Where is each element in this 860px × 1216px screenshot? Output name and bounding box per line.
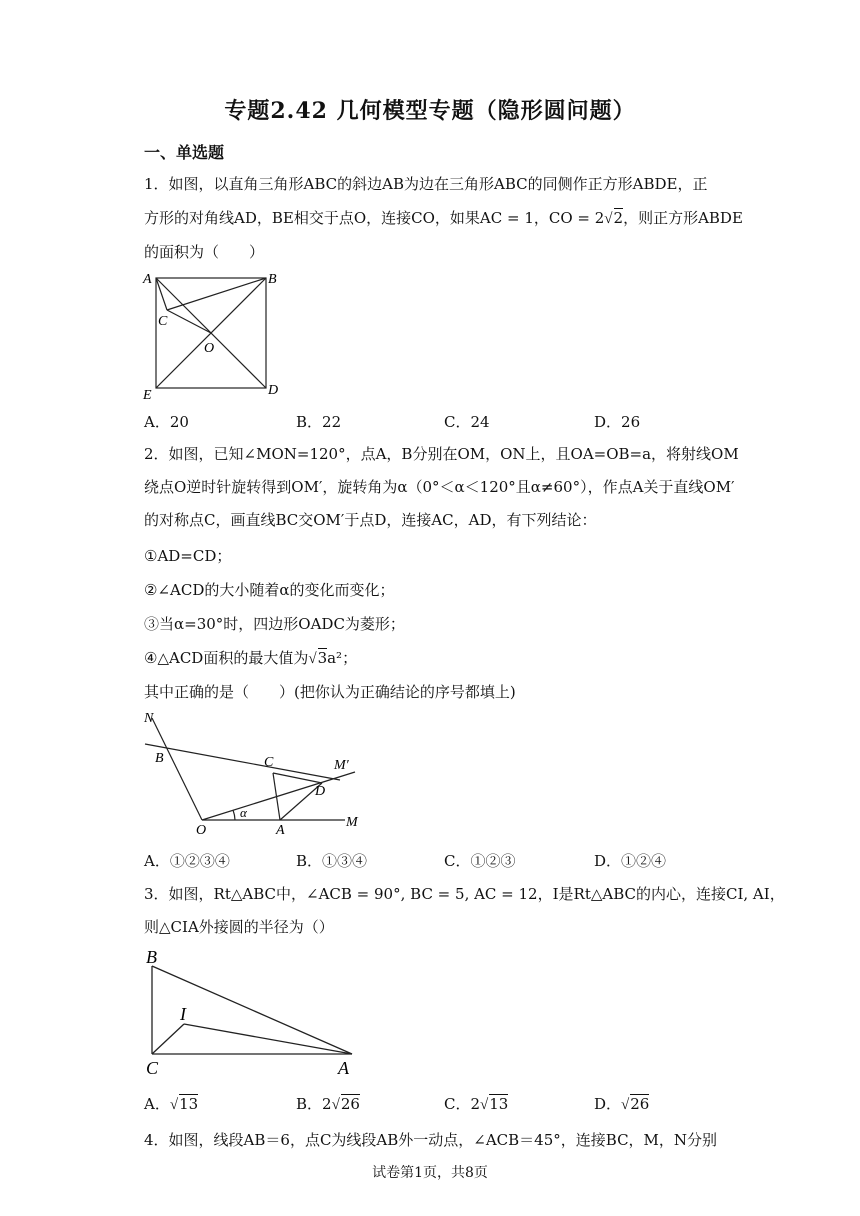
q1-text-line1: 1．如图，以直角三角形ABC的斜边AB为边在三角形ABC的同侧作正方形ABDE，正 xyxy=(144,175,708,193)
section-heading: 一、单选题 xyxy=(144,143,225,162)
q1-option-d[interactable]: D．26 xyxy=(594,413,641,431)
q3-text-line2: 则△CIA外接圆的半径为（） xyxy=(144,918,334,936)
page-title: 专题2.42 几何模型专题（隐形圆问题） xyxy=(224,98,636,124)
q3-label-c: C xyxy=(146,1058,159,1078)
q2-text-line1: 2．如图，已知∠MON=120°，点A，B分别在OM，ON上，且OA=OB=a，将射线OM xyxy=(144,445,739,463)
q1-sqrt: 2 xyxy=(613,209,624,227)
q1-option-a[interactable]: A．20 xyxy=(144,413,189,431)
q3-option-c[interactable]: C．2√13 xyxy=(444,1095,509,1113)
q2-option-c[interactable]: C．①②③ xyxy=(444,852,516,870)
q3-label-a: A xyxy=(338,1058,349,1078)
q1-line2-b: ，则正方形ABDE xyxy=(623,209,743,227)
q2-option-a[interactable]: A．①②③④ xyxy=(144,852,230,870)
q2-text-line4: 其中正确的是（ ）(把你认为正确结论的序号都填上) xyxy=(144,683,516,701)
q3-option-b[interactable]: B．2√26 xyxy=(296,1095,360,1113)
q3-label-b: B xyxy=(146,947,157,967)
q2-text-line3: 的对称点C，画直线BC交OM′于点D，连接AC，AD，有下列结论： xyxy=(144,511,597,529)
q2-label-d: D xyxy=(315,784,326,799)
q1-option-c[interactable]: C．24 xyxy=(444,413,490,431)
q1-line2-a: 方形的对角线AD，BE相交于点O，连接CO，如果AC = 1，CO = 2 xyxy=(144,209,605,227)
q2-conclusion-1: ①AD=CD； xyxy=(144,547,232,565)
page-footer: 试卷第1页，共8页 xyxy=(372,1165,488,1181)
q3-label-i: I xyxy=(180,1004,186,1024)
q2-sqrt: 3 xyxy=(317,649,328,667)
q1-figure xyxy=(140,266,290,402)
q2-option-b[interactable]: B．①③④ xyxy=(296,852,368,870)
q1-label-b: B xyxy=(268,272,277,287)
q2-figure xyxy=(140,706,380,840)
q2-c4-a: ④△ACD面积的最大值为 xyxy=(144,649,309,667)
q3-option-a[interactable]: A．√13 xyxy=(144,1095,199,1113)
q4-text-line1: 4．如图，线段AB＝6，点C为线段AB外一动点，∠ACB＝45°，连接BC，M，N分别 xyxy=(144,1131,718,1149)
q2-c4-b: a²； xyxy=(327,649,358,667)
q1-label-d: D xyxy=(268,383,279,398)
q2-label-a: A xyxy=(276,823,285,838)
q1-label-a: A xyxy=(143,272,152,287)
q3-figure xyxy=(140,944,370,1080)
q1-label-c: C xyxy=(158,314,168,329)
q2-label-alpha: α xyxy=(240,805,247,820)
q2-label-o: O xyxy=(196,823,207,838)
q2-option-d[interactable]: D．①②④ xyxy=(594,852,667,870)
q1-label-o: O xyxy=(204,341,215,356)
q1-text-line2: 方形的对角线AD，BE相交于点O，连接CO，如果AC = 1，CO = 2√2，则正方形ABDE xyxy=(144,209,743,227)
q2-label-c: C xyxy=(264,755,274,770)
q1-option-b[interactable]: B．22 xyxy=(296,413,342,431)
q2-label-m: M xyxy=(346,815,358,830)
q1-label-e: E xyxy=(143,388,152,402)
q1-text-line3: 的面积为（ ） xyxy=(144,243,265,261)
q2-conclusion-2: ②∠ACD的大小随着α的变化而变化； xyxy=(144,581,395,599)
q3-text-line1: 3．如图，Rt△ABC中，∠ACB = 90°, BC = 5, AC = 12，I是Rt△ABC的内心，连接CI, AI， xyxy=(144,885,785,903)
q2-conclusion-4: ④△ACD面积的最大值为√3a²； xyxy=(144,649,358,667)
q2-label-n: N xyxy=(144,711,154,726)
q2-label-b: B xyxy=(155,751,164,766)
q3-option-d[interactable]: D．√26 xyxy=(594,1095,650,1113)
q2-text-line2: 绕点O逆时针旋转得到OM′，旋转角为α（0°＜α＜120°且α≠60°），作点A关于直线OM′ xyxy=(144,478,735,496)
q2-label-m-prime: M′ xyxy=(334,758,349,773)
q2-conclusion-3: ③当α=30°时，四边形OADC为菱形； xyxy=(144,615,405,633)
